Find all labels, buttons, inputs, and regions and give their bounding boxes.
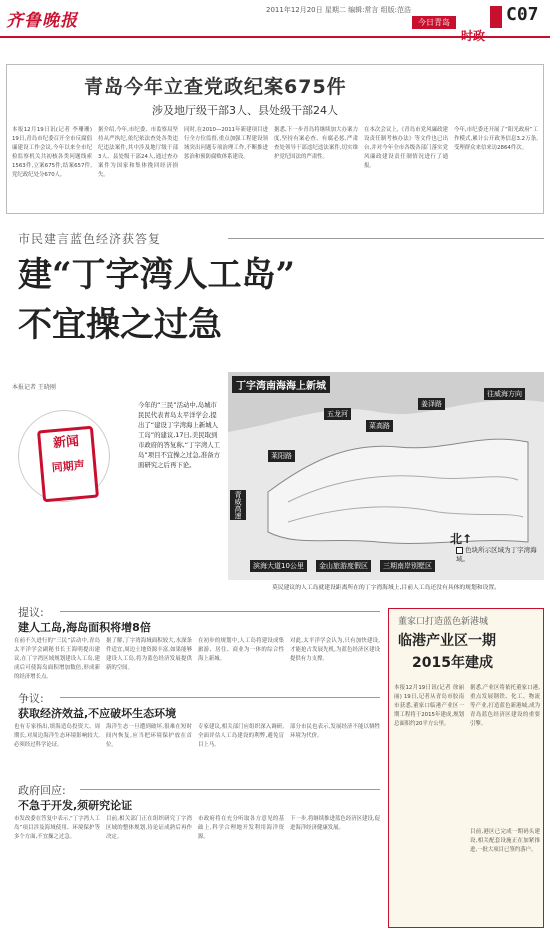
section2-kicker: 争议: — [18, 692, 44, 705]
story2-title — [18, 250, 295, 350]
newspaper-logo: 齐鲁晚报 — [6, 11, 78, 31]
map-label-wulong: 五龙河 — [324, 408, 351, 420]
section3-col4: 下一步,将继续推进蓝色经济区建设,促进海洋经济健康发展。 — [290, 816, 380, 831]
story2-title-line2: 不宜操之过急 — [18, 305, 222, 345]
sidebar-headline-line1: 临港产业区一期 — [398, 633, 496, 649]
section2-col2: 海洋生态一旦遭到破坏,很难在短时间内恢复,应当把环境保护放在首位。 — [106, 724, 192, 748]
section3-rule — [80, 789, 380, 790]
section1-rule — [60, 611, 380, 612]
story1-subhead: 涉及地厅级干部3人、县处级干部24人 — [152, 104, 338, 117]
section2-rule — [60, 697, 380, 698]
story1-col2: 据介绍,今年,市纪委、市监察局坚持从严执纪,依纪依法查处各类违纪违法案件,其中涉及地厅级干部3人、县处级干部24人,通过查办案件为国家和集体挽回经济损失。 — [98, 127, 178, 178]
kicker-rule — [228, 238, 544, 239]
section3-col3: 市政府将在充分听取各方意见的基础上,科学合理地开发利用海洋资源。 — [198, 816, 284, 840]
sidebar-col3: 目前,港区已完成一期码头建设,相关配套设施正在加紧推进,一批大项目已签约落户。 — [470, 829, 540, 853]
section-title: 时政 — [461, 29, 486, 43]
map-legend — [456, 546, 542, 564]
map-label-jiangze: 姜泽路 — [418, 398, 445, 410]
legend-swatch — [456, 547, 463, 554]
map-label-laiyang: 莱阳路 — [268, 450, 295, 462]
story1-col3: 同时,在2010—2011年新建项目进行全方位监督,重点加强工程建设领域突出问题专项治理工作,不断推进惩治和预防腐败体系建设。 — [184, 127, 268, 160]
section1-head: 建人工岛,海岛面积将增8倍 — [18, 621, 151, 634]
story2-byline: 本报记者 王晓刚 — [12, 384, 56, 391]
news-badge — [37, 426, 99, 503]
story2-intro: 今年的“三民”活动中,岛城市民民代表青岛太平洋学会,提出了“建设丁字湾海上新城人工岛”的建议,17日,美民取到市政府的答复称,“丁字湾人工岛”项目不宜操之过急,准备方面研究之后再下论。 — [138, 401, 221, 469]
section1-col3: 在初步的规划中,人工岛将建设成集旅游、居住、商业为一体的综合性海上新城。 — [198, 638, 284, 662]
sidebar-col1: 本报12月19日讯(记者 徐丽丽) 19日,记者从青岛市胶南市获悉,董家口临港产业区一期工程将于2015年建成,规划总面积约20平方公里。 — [394, 685, 464, 727]
map-label-qingwei: 青威高速 — [230, 490, 246, 520]
issue-date: 2011年12月20日 星期二 编辑:常言 组版:范浩 — [266, 6, 412, 14]
section-tag: 今日青岛 — [412, 16, 456, 29]
story1-headline: 青岛今年立查党政纪案675件 — [84, 76, 347, 98]
section1-col1: 在前不久进行的“三民”活动中,青岛太平洋学会副秘书长王海明提出建议,在丁字湾区域规划建设人工岛,建成后可使海岛面积增加数倍,形成新的经济增长点。 — [14, 638, 100, 680]
section1-col2: 据了解,丁字湾海域面积较大,水深条件适宜,周边土地资源丰富,如果能够建设人工岛,将为蓝色经济发展提供新的空间。 — [106, 638, 192, 671]
island-map — [228, 372, 544, 580]
story2-title-line1: 建“丁字湾人工岛” — [18, 255, 296, 295]
map-label-laigao: 菜高路 — [366, 420, 393, 432]
section3-col2: 目前,相关部门正在组织研究丁字湾区域的整体规划,待论证成熟后再作决定。 — [106, 816, 192, 840]
story1-col4: 据悉,下一步青岛将继续加大办案力度,坚持有案必查、有腐必惩,严肃查处领导干部违纪违法案件,切实维护党纪国法的严肃性。 — [274, 127, 358, 160]
section2-col1: 也有专家指出,填海造岛投资大、周期长,对周边海洋生态环境影响较大,必须经过科学论证。 — [14, 724, 100, 748]
section2-col3: 专家建议,相关部门应组织深入调研,全面评估人工岛建设的利弊,避免盲目上马。 — [198, 724, 284, 748]
sidebar-kicker: 董家口打造蓝色新港城 — [398, 617, 489, 627]
map-label-weihai: 往威海方向 — [484, 388, 525, 400]
badge-line2: 同期声 — [51, 458, 86, 475]
section1-kicker: 提议: — [18, 606, 44, 619]
sidebar-headline-line2: 2015年建成 — [412, 655, 493, 671]
section2-col4: 部分市民也表示,发展经济不能以牺牲环境为代价。 — [290, 724, 380, 739]
map-title: 丁字湾南海海上新城 — [232, 376, 330, 393]
north-arrow-icon: 北↑ — [450, 532, 473, 546]
section3-kicker: 政府回应: — [18, 784, 66, 797]
story1-col6: 今年,市纪委还开展了“阳光政府”工作模式,累计公开政务信息3.2万条,受理群众来信来访2864件次。 — [454, 127, 538, 151]
section3-head: 不急于开发,须研究论证 — [18, 799, 133, 812]
story1-col1: 本报12月19日讯(记者 李珊珊) 19日,青岛市纪委召开全市反腐倡廉建设工作会议,今年以来全市纪检监察机关共初核各类问题线索1563件,立案675件,结案657件,党纪政纪处分670人。 — [12, 127, 92, 178]
map-caption: 莫民建议的人工岛就建设距离所在的丁字湾海域上,目前人工岛还没有具体的规划和设置。 — [272, 585, 500, 591]
badge-line1: 新闻 — [52, 433, 80, 452]
legend-text: 色块所示区域为丁字湾海域。 — [456, 546, 537, 563]
story2-kicker: 市民建言蓝色经济获答复 — [18, 232, 162, 246]
sidebar-col2: 据悉,产业区将依托董家口港,重点发展钢铁、化工、物流等产业,打造蓝色新港城,成为青岛蓝色经济区建设的重要引擎。 — [470, 685, 540, 727]
sidebar-headline — [398, 630, 496, 674]
story1-col5: 在本次会议上,《青岛市党风廉政建设责任制考核办法》等文件也已出台,并对今年全市各级各部门落实党风廉政建设责任制情况进行了通报。 — [364, 127, 448, 169]
map-label-jinshan: 金山旅游度假区 — [316, 560, 371, 572]
section3-col1: 市发改委在答复中表示,“丁字湾人工岛”项目涉及海域使用、环境保护等多个方面,不宜操之过急。 — [14, 816, 100, 840]
page-badge-bar — [490, 6, 502, 28]
map-label-sanqi: 三期南岸别墅区 — [380, 560, 435, 572]
north-label: 北 — [450, 532, 463, 546]
section1-col4: 对此,太平洋学会认为,只有加快建设,才能抢占发展先机,为蓝色经济区建设提供有力支撑。 — [290, 638, 380, 662]
page-number: C07 — [506, 4, 539, 25]
map-label-binhai: 滨海大道10公里 — [250, 560, 307, 572]
section2-head: 获取经济效益,不应破坏生态环境 — [18, 707, 177, 720]
masthead — [0, 0, 550, 43]
